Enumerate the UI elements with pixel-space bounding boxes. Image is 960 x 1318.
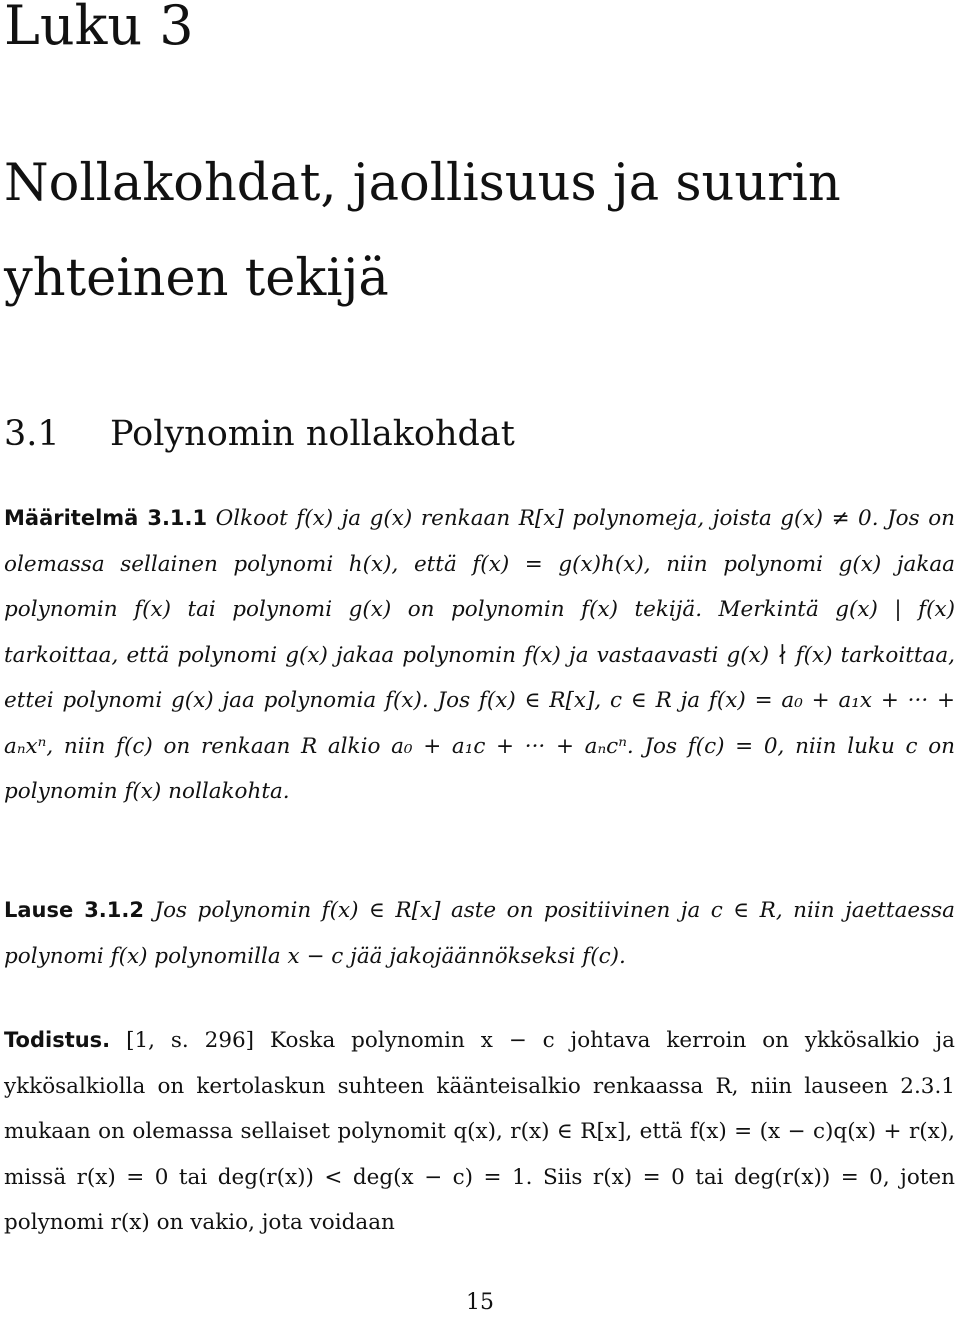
proof-text: [1, s. 296] Koska polynomin x − c johtava kerroin on ykkösalkio ja ykkösalkiolla on kertolaskun suhteen käänteisalkio renkaassa R, niin lauseen 2.3.1 mukaan on olemassa sellaiset polynomit q(x), r(x) ∈ R[x], että f(x) = (x − c)q(x) + r(x), missä r(x) = 0 tai deg(r(x)) < deg(x − c) = 1. Siis r(x) = 0 tai deg(r(x)) = 0, joten polynomi r(x) on vakio, jota voidaan <box>4 1028 955 1235</box>
chapter-title: Nollakohdat, jaollisuus ja suurin yhteinen tekijä <box>4 154 841 308</box>
definition-label: Määritelmä 3.1.1 <box>4 506 208 530</box>
chapter-label: Luku 3 <box>4 0 194 57</box>
section-title <box>4 413 515 455</box>
definition-block <box>4 496 955 815</box>
lemma-block <box>4 888 955 979</box>
lemma-label: Lause 3.1.2 <box>4 898 144 922</box>
page-number: 15 <box>466 1290 494 1315</box>
section-number: 3.1 <box>4 414 60 454</box>
proof-block <box>4 1018 955 1246</box>
section-title-text: Polynomin nollakohdat <box>110 414 515 454</box>
proof-label: Todistus. <box>4 1028 111 1052</box>
definition-text: Olkoot f(x) ja g(x) renkaan R[x] polynomeja, joista g(x) ≠ 0. Jos on olemassa sellainen polynomi h(x), että f(x) = g(x)h(x), niin polynomi g(x) jakaa polynomin f(x) tai polynomi g(x) on polynomin f(x) tekijä. Merkintä g(x) | f(x) tarkoittaa, että polynomi g(x) jakaa polynomin f(x) ja vastaavasti g(x) ∤ f(x) tarkoittaa, ettei polynomi g(x) jaa polynomia f(x). Jos f(x) ∈ R[x], c ∈ R ja f(x) = a₀ + a₁x + ··· + aₙxⁿ, niin f(c) on renkaan R alkio a₀ + a₁c + ··· + aₙcⁿ. Jos f(c) = 0, niin luku c on polynomin f(x) nollakohta. <box>4 506 955 804</box>
lemma-text: Jos polynomin f(x) ∈ R[x] aste on positiivinen ja c ∈ R, niin jaettaessa polynomi f(x) polynomilla x − c jää jakojäännökseksi f(c). <box>4 898 955 969</box>
